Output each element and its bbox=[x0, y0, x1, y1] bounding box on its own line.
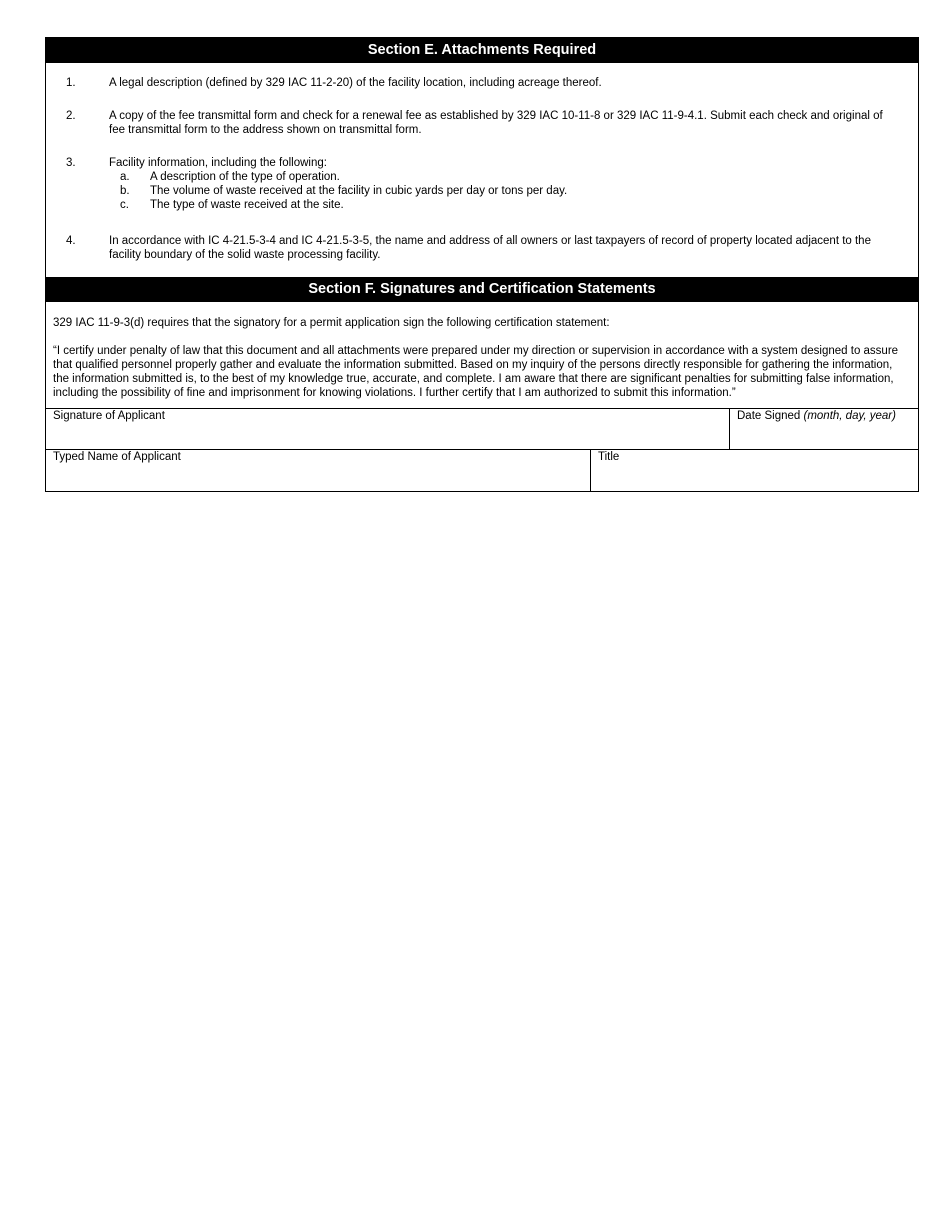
sub-item-text: The volume of waste received at the facility in cubic yards per day or tons per day. bbox=[150, 185, 568, 197]
attachment-item-1 bbox=[66, 76, 898, 90]
sub-item-b bbox=[109, 184, 898, 198]
attachment-item-2 bbox=[66, 109, 898, 137]
item-text: A legal description (defined by 329 IAC 11-2-20) of the facility location, including acreage thereof. bbox=[109, 77, 602, 89]
attachments-list bbox=[46, 63, 918, 277]
sub-item-letter: a. bbox=[120, 171, 130, 183]
sub-item-a bbox=[109, 170, 898, 184]
sub-item-text: A description of the type of operation. bbox=[150, 171, 340, 183]
item-number: 4. bbox=[66, 235, 76, 247]
item-number: 3. bbox=[66, 157, 76, 169]
certification-block bbox=[46, 302, 918, 408]
section-e-header: Section E. Attachments Required bbox=[46, 38, 918, 63]
sub-item-letter: b. bbox=[120, 185, 130, 197]
attachment-item-4 bbox=[66, 234, 898, 262]
date-signed-field[interactable] bbox=[730, 409, 918, 449]
item-text: A copy of the fee transmittal form and check for a renewal fee as established by 329 IAC 10-11-8 or 329 IAC 11-9-4.1. Submit each check and original of fee transmittal form to the address shown on transmittal form. bbox=[109, 110, 883, 136]
item-number: 1. bbox=[66, 77, 76, 89]
date-signed-label: Date Signed bbox=[737, 410, 801, 422]
item-text: In accordance with IC 4-21.5-3-4 and IC 4-21.5-3-5, the name and address of all owners or last taxpayers of record of property located adjacent to the facility boundary of the solid waste processing facility. bbox=[109, 235, 871, 261]
permit-form-page bbox=[45, 37, 919, 492]
signature-label: Signature of Applicant bbox=[53, 410, 165, 422]
title-label: Title bbox=[598, 451, 620, 463]
item-text: Facility information, including the following: bbox=[109, 157, 327, 169]
sub-item-text: The type of waste received at the site. bbox=[150, 199, 344, 211]
typed-name-label: Typed Name of Applicant bbox=[53, 451, 181, 463]
signature-row bbox=[46, 408, 918, 449]
sub-item-letter: c. bbox=[120, 199, 129, 211]
typed-name-field[interactable] bbox=[46, 450, 591, 491]
certification-requirement: 329 IAC 11-9-3(d) requires that the signatory for a permit application sign the following certification statement: bbox=[53, 317, 610, 329]
name-title-row bbox=[46, 449, 918, 491]
section-f-header: Section F. Signatures and Certification Statements bbox=[46, 277, 918, 302]
title-field[interactable] bbox=[591, 450, 918, 491]
certification-statement: “I certify under penalty of law that this document and all attachments were prepared under my direction or supervision in accordance with a system designed to assure that qualified personnel properly gather and evaluate the information submitted. Based on my inquiry of the persons directly responsible for gathering the information, the information submitted is, to the best of my knowledge true, accurate, and complete. I am aware that there are significant penalties for submitting false information, including the possibility of fine and imprisonment for knowing violations. I further certify that I am authorized to submit this information.” bbox=[53, 345, 899, 399]
sub-item-c bbox=[109, 198, 898, 212]
signature-field[interactable] bbox=[46, 409, 730, 449]
item-number: 2. bbox=[66, 110, 76, 122]
attachment-item-3 bbox=[66, 156, 898, 212]
date-format-hint: (month, day, year) bbox=[803, 410, 896, 422]
